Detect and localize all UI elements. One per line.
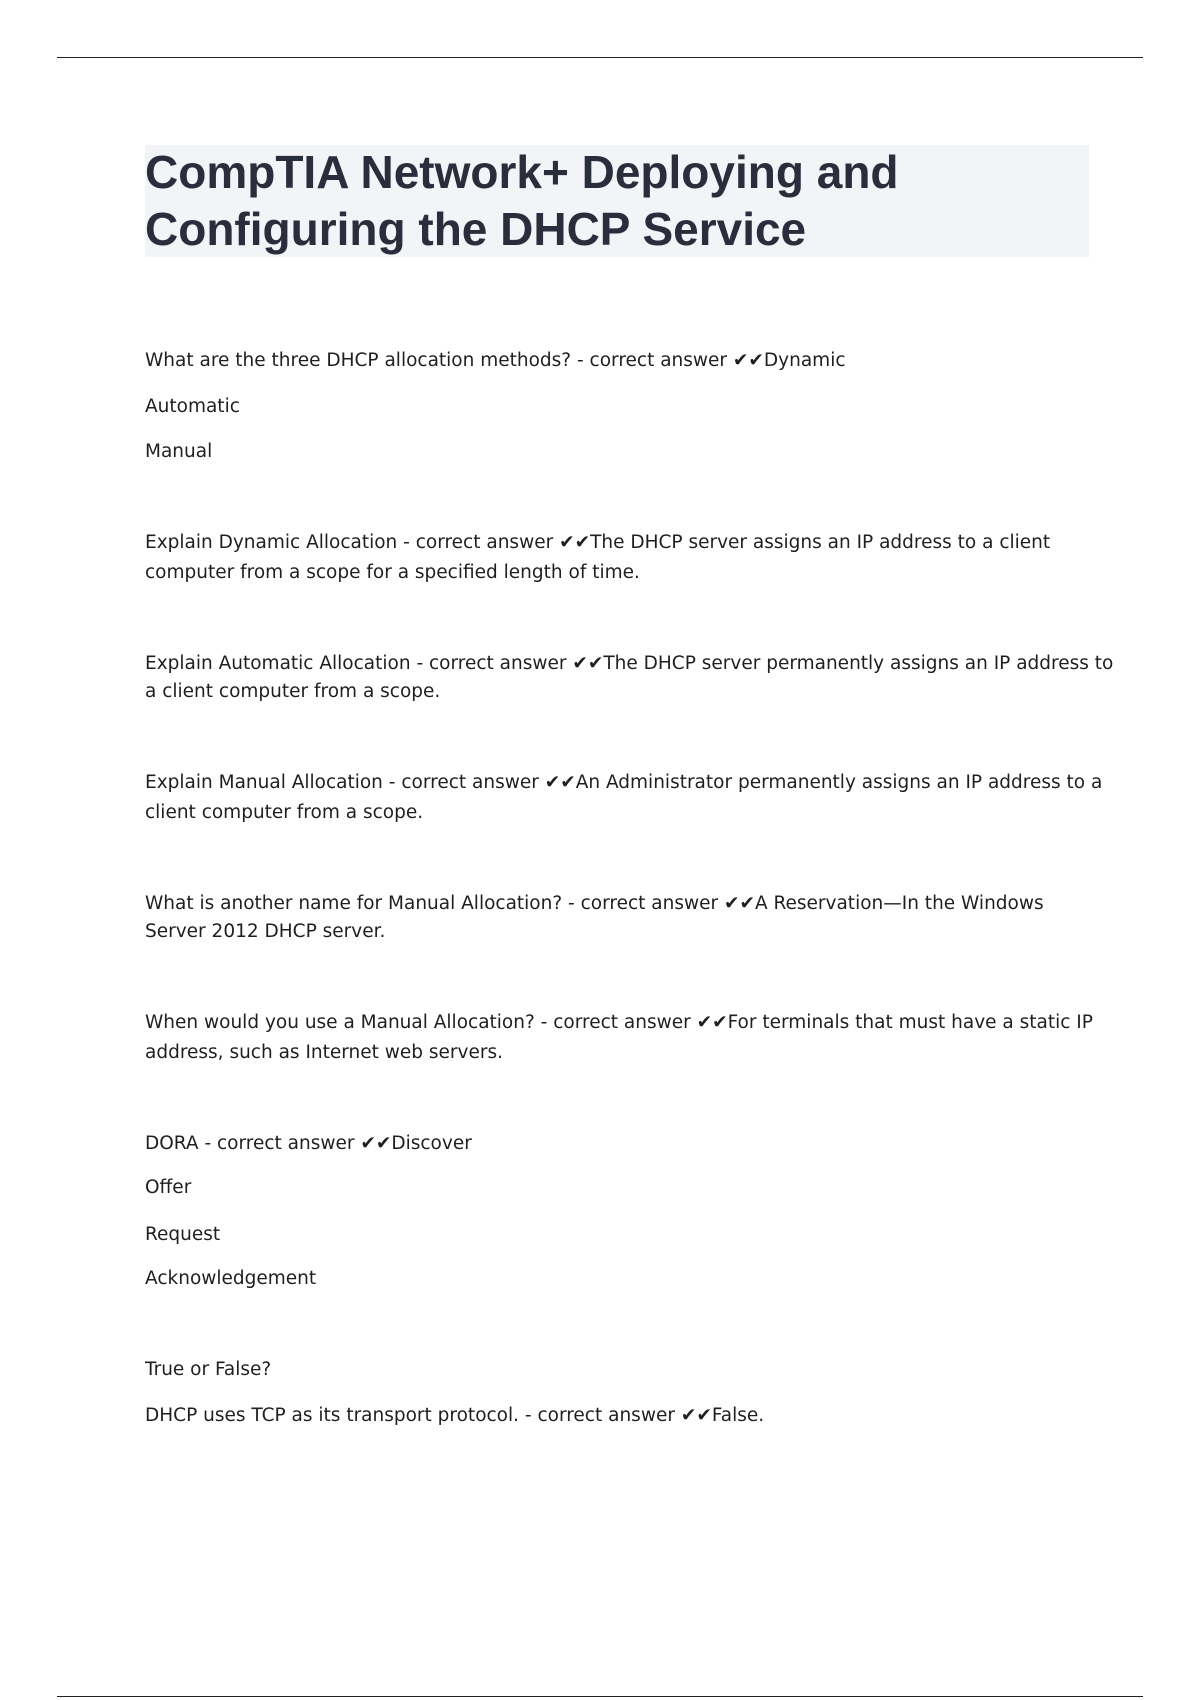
footer-rule — [57, 1696, 1143, 1697]
title-line-2: Configuring the DHCP Service — [145, 203, 807, 255]
page-title — [145, 144, 1089, 258]
qa-line: Request — [145, 1224, 221, 1245]
qa-line: DORA - correct answer ✔✔Discover — [145, 1133, 472, 1154]
qa-line: Offer — [145, 1177, 192, 1198]
qa-line: What is another name for Manual Allocation? - correct answer ✔✔A Reservation—In the Windows — [145, 893, 1044, 914]
qa-line: When would you use a Manual Allocation? - correct answer ✔✔For terminals that must have a static IP — [145, 1012, 1093, 1033]
qa-line: computer from a scope for a specified length of time. — [145, 562, 640, 583]
qa-line: Explain Manual Allocation - correct answer ✔✔An Administrator permanently assigns an IP address to a — [145, 772, 1103, 793]
qa-line: Automatic — [145, 396, 240, 417]
qa-line: a client computer from a scope. — [145, 681, 441, 702]
qa-line: Acknowledgement — [145, 1268, 317, 1289]
qa-line: Manual — [145, 441, 213, 462]
qa-line: Server 2012 DHCP server. — [145, 921, 386, 942]
header-rule — [57, 57, 1143, 58]
qa-line: DHCP uses TCP as its transport protocol. - correct answer ✔✔False. — [145, 1405, 765, 1426]
qa-line: Explain Dynamic Allocation - correct answer ✔✔The DHCP server assigns an IP address to a client — [145, 532, 1051, 553]
qa-line: Explain Automatic Allocation - correct answer ✔✔The DHCP server permanently assigns an IP address to — [145, 653, 1114, 674]
qa-line: What are the three DHCP allocation methods? - correct answer ✔✔Dynamic — [145, 350, 846, 371]
qa-line: True or False? — [145, 1359, 272, 1380]
title-line-1: CompTIA Network+ Deploying and — [145, 146, 899, 198]
qa-line: client computer from a scope. — [145, 802, 424, 823]
qa-line: address, such as Internet web servers. — [145, 1042, 503, 1063]
